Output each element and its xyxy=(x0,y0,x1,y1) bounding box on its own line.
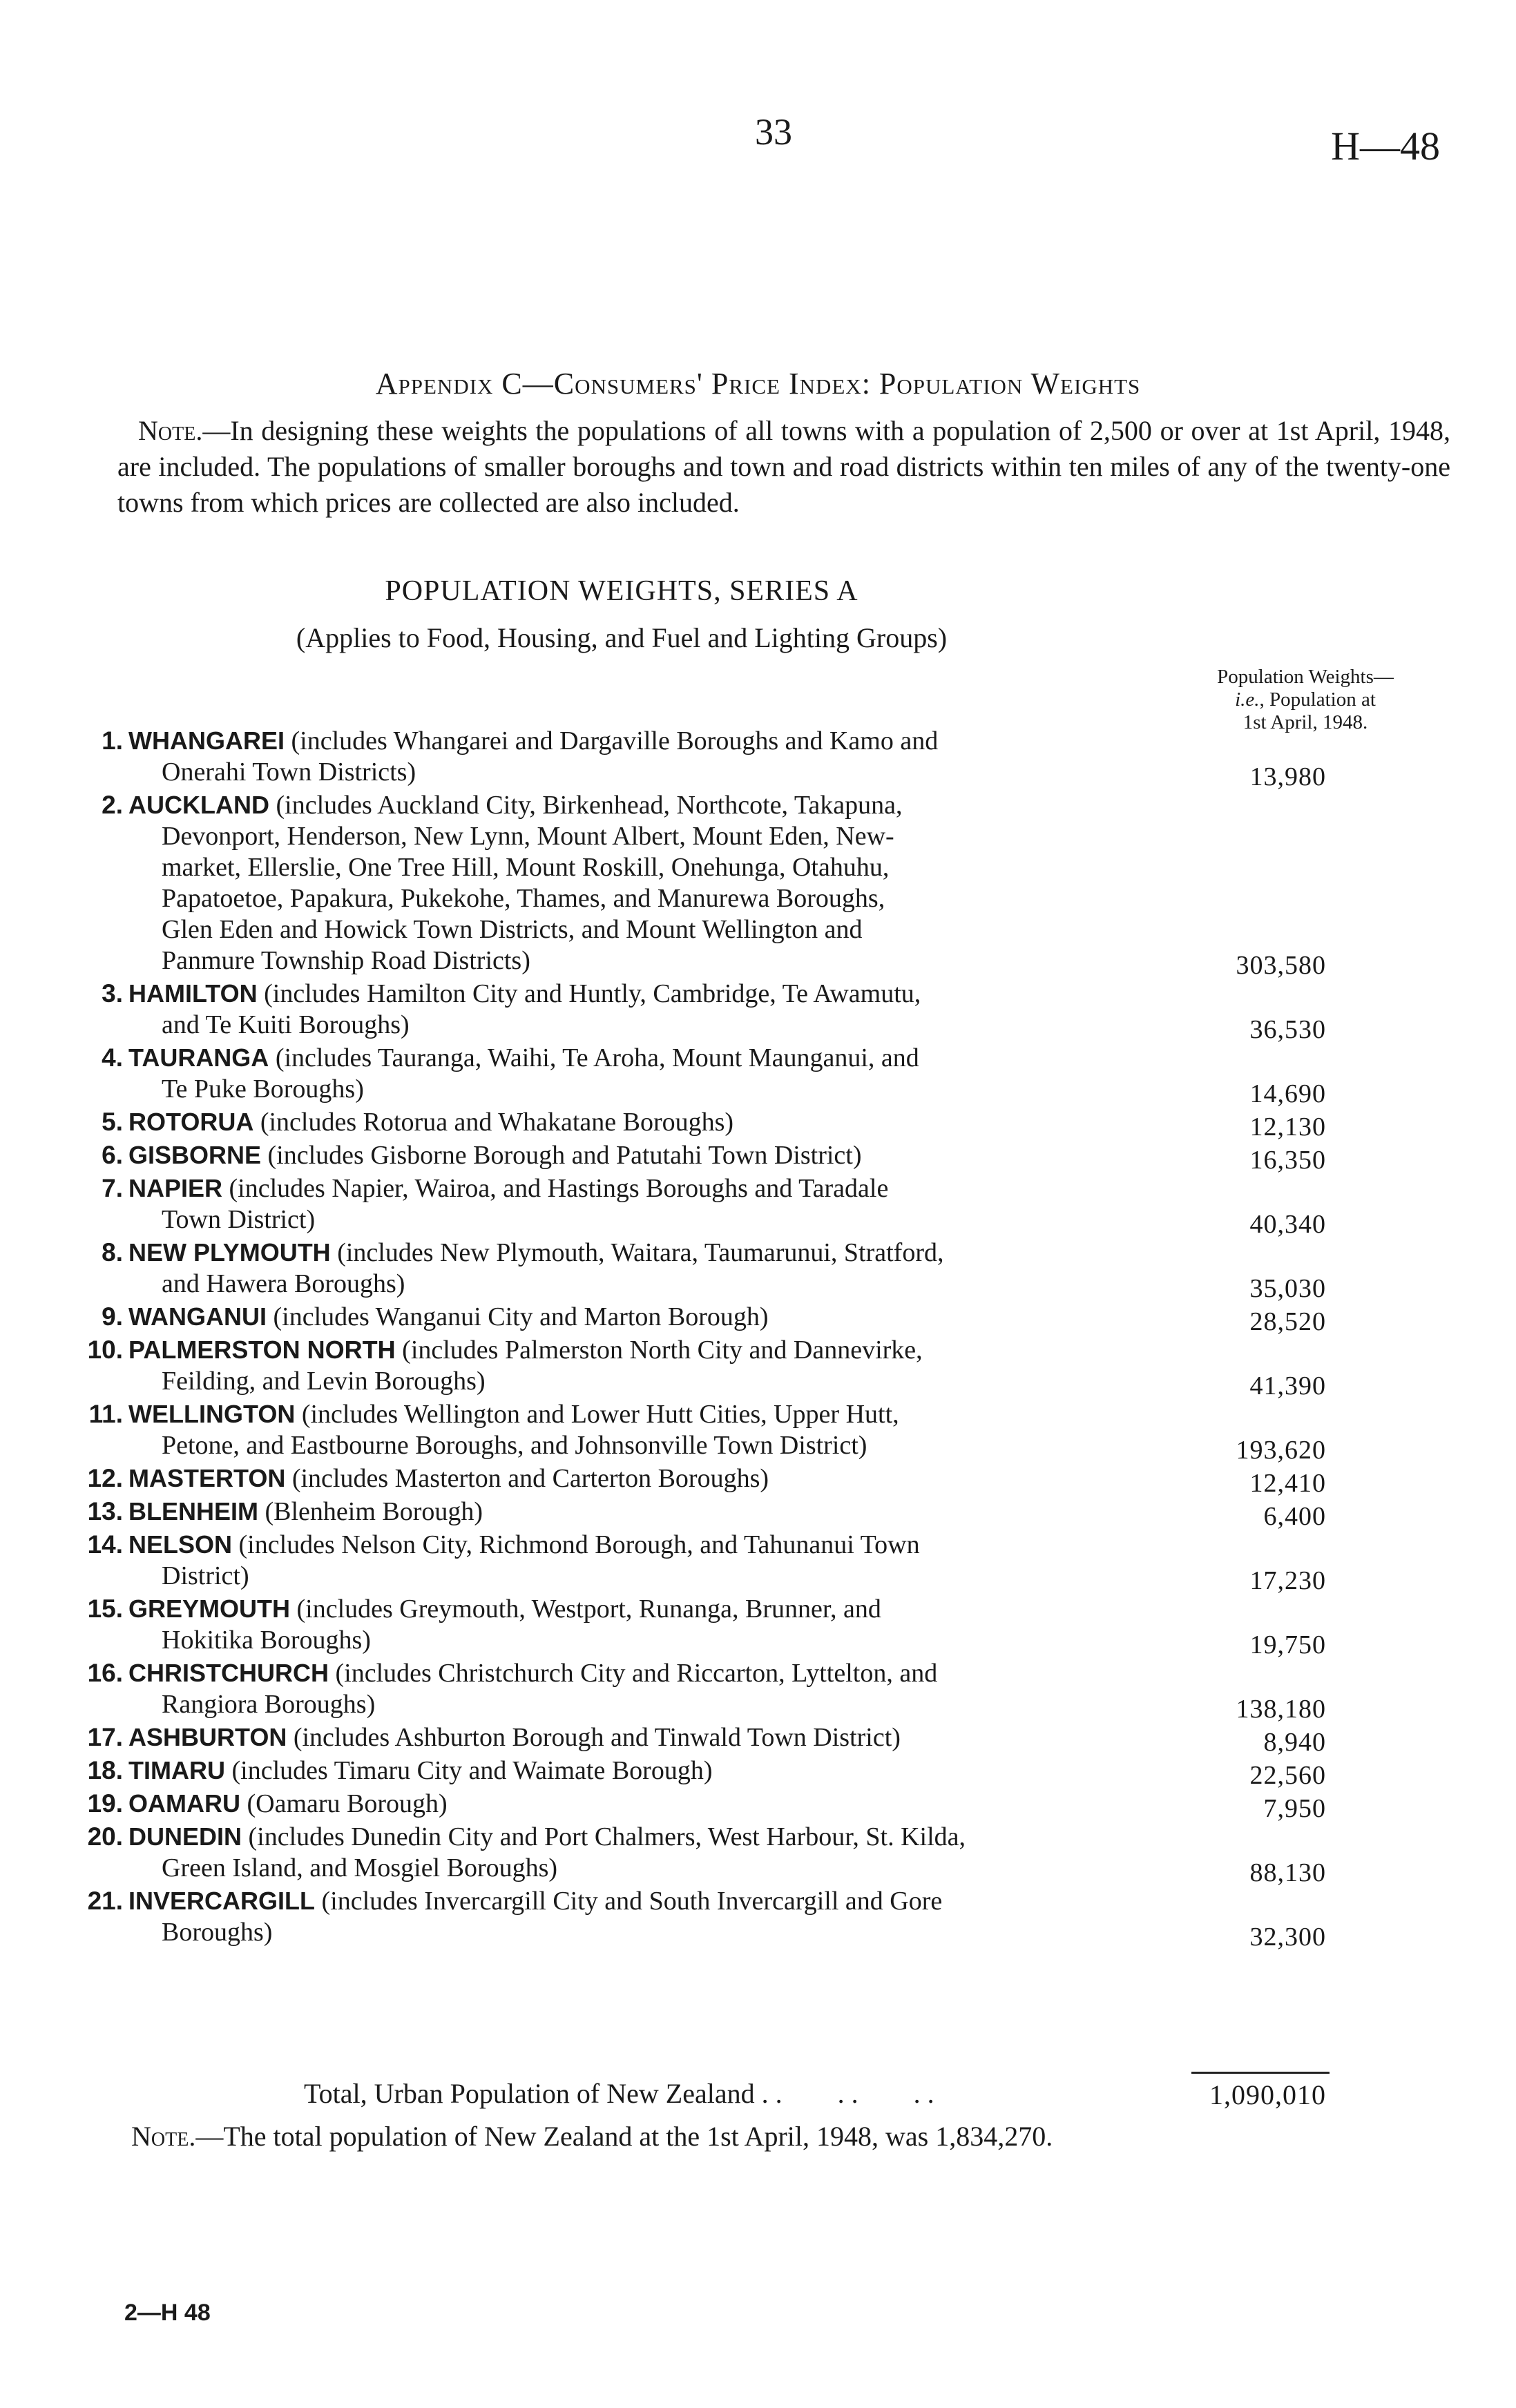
entry-text xyxy=(128,1042,1164,1105)
entry-number: 17. xyxy=(87,1723,123,1751)
town-description: Te Puke Boroughs) xyxy=(162,1075,364,1104)
population-value: 28,520 xyxy=(1249,1307,1326,1336)
entry-number: 2. xyxy=(102,791,123,819)
town-description: (includes Gisborne Borough and Patutahi Town District) xyxy=(267,1141,862,1170)
entry-text xyxy=(128,1301,1164,1333)
list-item xyxy=(0,1301,1516,1336)
town-description: Boroughs) xyxy=(162,1918,273,1947)
town-description: (includes Tauranga, Waihi, Te Aroha, Mount Maunganui, and xyxy=(275,1043,919,1072)
entry-line xyxy=(128,757,1164,788)
note2-label: Note. xyxy=(131,2121,196,2152)
footer-code: 2—H 48 xyxy=(124,2300,211,2326)
town-name: PALMERSTON NORTH xyxy=(128,1336,396,1364)
entry-line xyxy=(128,1755,1164,1786)
entry-text xyxy=(128,1463,1164,1494)
entry-number: 11. xyxy=(88,1400,123,1428)
town-description: Devonport, Henderson, New Lynn, Mount Albert, Mount Eden, New- xyxy=(162,822,894,851)
town-name: TIMARU xyxy=(128,1756,225,1784)
entry-text xyxy=(128,1593,1164,1656)
entry-line xyxy=(128,1430,1164,1461)
population-value: 303,580 xyxy=(1236,951,1326,980)
town-description: (includes Dunedin City and Port Chalmers, West Harbour, St. Kilda, xyxy=(248,1822,966,1851)
list-item xyxy=(0,1398,1516,1465)
list-item xyxy=(0,1463,1516,1498)
series-subtitle: (Applies to Food, Housing, and Fuel and Lighting Groups) xyxy=(296,622,948,653)
page-number: 33 xyxy=(755,111,792,153)
town-description: (includes Whangarei and Dargaville Boroughs and Kamo and xyxy=(291,726,939,755)
list-item xyxy=(0,1529,1516,1595)
entry-line xyxy=(128,1139,1164,1171)
population-value: 32,300 xyxy=(1249,1923,1326,1952)
entry-number: 21. xyxy=(87,1887,123,1915)
entry-line xyxy=(128,1917,1164,1948)
entry-line xyxy=(128,1398,1164,1430)
list-item xyxy=(0,1657,1516,1724)
town-description: (includes Napier, Wairoa, and Hastings Boroughs and Taradale xyxy=(229,1174,889,1203)
entry-number: 19. xyxy=(87,1789,123,1818)
entry-number: 12. xyxy=(87,1464,123,1492)
town-description: (includes Auckland City, Birkenhead, Northcote, Takapuna, xyxy=(276,791,903,820)
entry-number: 6. xyxy=(102,1141,123,1169)
entry-line xyxy=(128,1657,1164,1689)
town-name: GISBORNE xyxy=(128,1141,262,1169)
entry-text xyxy=(128,1237,1164,1300)
entry-text xyxy=(128,1788,1164,1820)
town-name: TAURANGA xyxy=(128,1043,269,1072)
entry-text xyxy=(128,1755,1164,1786)
population-value: 35,030 xyxy=(1249,1274,1326,1303)
town-description: (includes Timaru City and Waimate Borough) xyxy=(231,1756,713,1785)
list-item xyxy=(0,1722,1516,1757)
population-value: 41,390 xyxy=(1249,1371,1326,1400)
series-title: POPULATION WEIGHTS, SERIES A xyxy=(385,575,858,607)
town-description: and Hawera Boroughs) xyxy=(162,1269,405,1298)
entry-number: 18. xyxy=(87,1756,123,1784)
town-name: NAPIER xyxy=(128,1174,223,1202)
town-description: (includes Nelson City, Richmond Borough, and Tahunanui Town xyxy=(238,1530,920,1559)
list-item xyxy=(0,978,1516,1044)
town-name: INVERCARGILL xyxy=(128,1887,315,1915)
town-name: WELLINGTON xyxy=(128,1400,296,1428)
entry-text xyxy=(128,725,1164,788)
column-header-line1: Population Weights— xyxy=(1217,666,1394,688)
entry-text xyxy=(128,1657,1164,1720)
entry-text xyxy=(128,1529,1164,1592)
entry-line xyxy=(128,1463,1164,1494)
town-name: GREYMOUTH xyxy=(128,1595,290,1623)
town-description: Panmure Township Road Districts) xyxy=(162,946,530,975)
entry-text xyxy=(128,1173,1164,1235)
column-header-line3: 1st April, 1948. xyxy=(1242,711,1368,733)
town-description: (Oamaru Borough) xyxy=(247,1789,448,1818)
entry-line xyxy=(128,1625,1164,1656)
list-item xyxy=(0,1237,1516,1303)
town-description: Petone, and Eastbourne Boroughs, and Johnsonville Town District) xyxy=(162,1431,867,1460)
entry-number: 20. xyxy=(87,1822,123,1851)
entry-line xyxy=(128,1237,1164,1269)
entry-line xyxy=(128,1301,1164,1333)
note-text: —In designing these weights the populations of all towns with a population of 2,500 or over at 1st April, 1948, are included. The populations of smaller boroughs and town and road districts within ten miles of any of the twenty-one towns from which prices are collected are also included. xyxy=(117,415,1450,518)
entry-number: 14. xyxy=(87,1530,123,1559)
entry-text xyxy=(128,1398,1164,1461)
population-value: 193,620 xyxy=(1236,1436,1326,1465)
entry-text xyxy=(128,1334,1164,1397)
note2-text: —The total population of New Zealand at the 1st April, 1948, was 1,834,270. xyxy=(195,2121,1053,2152)
list-item xyxy=(0,1173,1516,1239)
town-name: NELSON xyxy=(128,1530,233,1559)
town-description: (includes Hamilton City and Huntly, Cambridge, Te Awamutu, xyxy=(264,979,921,1008)
town-description: Green Island, and Mosgiel Boroughs) xyxy=(162,1853,558,1882)
town-description: market, Ellerslie, One Tree Hill, Mount Roskill, Onehunga, Otahuhu, xyxy=(162,853,890,882)
entry-text xyxy=(128,1139,1164,1171)
town-description: (includes Invercargill City and South Invercargill and Gore xyxy=(321,1887,943,1916)
entry-number: 15. xyxy=(87,1595,123,1623)
entry-line xyxy=(128,1529,1164,1561)
entry-line xyxy=(128,914,1164,945)
town-name: HAMILTON xyxy=(128,979,258,1008)
town-name: NEW PLYMOUTH xyxy=(128,1238,331,1266)
population-value: 14,690 xyxy=(1249,1079,1326,1108)
entry-number: 5. xyxy=(102,1108,123,1136)
entry-text xyxy=(128,1722,1164,1753)
entry-number: 16. xyxy=(87,1659,123,1687)
entry-line xyxy=(128,1010,1164,1041)
list-item xyxy=(0,725,1516,791)
population-value: 16,350 xyxy=(1249,1146,1326,1175)
total-rule xyxy=(1191,2072,1330,2074)
entry-number: 9. xyxy=(102,1302,123,1331)
entry-line xyxy=(128,978,1164,1010)
population-value: 36,530 xyxy=(1249,1015,1326,1044)
town-name: DUNEDIN xyxy=(128,1822,242,1851)
entry-line xyxy=(128,1593,1164,1625)
list-item xyxy=(0,1042,1516,1108)
town-name: WHANGAREI xyxy=(128,726,285,755)
list-item xyxy=(0,1821,1516,1887)
town-description: (includes Palmerston North City and Dannevirke, xyxy=(402,1336,923,1365)
town-description: (includes New Plymouth, Waitara, Taumarunui, Stratford, xyxy=(337,1238,944,1267)
entry-text xyxy=(128,1821,1164,1884)
list-item xyxy=(0,1755,1516,1790)
town-description: and Te Kuiti Boroughs) xyxy=(162,1010,410,1039)
entry-line xyxy=(128,1853,1164,1884)
population-value: 138,180 xyxy=(1236,1695,1326,1724)
population-value: 13,980 xyxy=(1249,762,1326,791)
list-item xyxy=(0,1788,1516,1823)
entry-text xyxy=(128,978,1164,1041)
population-value: 6,400 xyxy=(1263,1502,1326,1531)
entry-line xyxy=(128,852,1164,883)
list-item xyxy=(0,1139,1516,1175)
note2-paragraph xyxy=(131,2120,1053,2152)
total-label xyxy=(304,2077,934,2110)
entry-number: 4. xyxy=(102,1043,123,1072)
entry-line xyxy=(128,1269,1164,1300)
entry-line xyxy=(128,1821,1164,1853)
town-name: ROTORUA xyxy=(128,1108,254,1136)
entry-text xyxy=(128,1496,1164,1528)
entry-number: 8. xyxy=(102,1238,123,1266)
entry-line xyxy=(128,1722,1164,1753)
town-name: ASHBURTON xyxy=(128,1723,287,1751)
entry-line xyxy=(128,1788,1164,1820)
entry-line xyxy=(128,1042,1164,1074)
entry-number: 13. xyxy=(87,1497,123,1525)
entry-line xyxy=(128,1074,1164,1105)
town-description: (includes Wanganui City and Marton Borough) xyxy=(273,1302,769,1331)
town-description: (includes Masterton and Carterton Boroughs) xyxy=(291,1464,769,1493)
entry-line xyxy=(128,1496,1164,1528)
list-item xyxy=(0,1106,1516,1142)
town-description: Onerahi Town Districts) xyxy=(162,758,416,787)
population-value: 88,130 xyxy=(1249,1858,1326,1887)
entry-number: 7. xyxy=(102,1174,123,1202)
entry-number: 1. xyxy=(102,726,123,755)
population-value: 12,410 xyxy=(1249,1469,1326,1498)
population-value: 7,950 xyxy=(1263,1794,1326,1823)
list-item xyxy=(0,789,1516,980)
town-name: AUCKLAND xyxy=(128,791,269,819)
entry-text xyxy=(128,789,1164,976)
town-description: District) xyxy=(162,1561,249,1590)
entry-line xyxy=(128,789,1164,821)
entry-line xyxy=(128,1106,1164,1138)
list-item xyxy=(0,1885,1516,1952)
entry-line xyxy=(128,1561,1164,1592)
entry-number: 10. xyxy=(87,1336,123,1364)
column-header-line2-text: , Population at xyxy=(1259,688,1376,711)
population-value: 40,340 xyxy=(1249,1210,1326,1239)
list-item xyxy=(0,1496,1516,1531)
appendix-title: Appendix C—Consumers' Price Index: Population Weights xyxy=(375,367,1141,401)
entry-line xyxy=(128,821,1164,852)
town-description: (includes Greymouth, Westport, Runanga, Brunner, and xyxy=(296,1595,881,1624)
note-paragraph xyxy=(117,413,1450,521)
total-label-text: Total, Urban Population of New Zealand xyxy=(304,2078,755,2109)
town-description: (includes Christchurch City and Riccarton, Lyttelton, and xyxy=(335,1659,938,1688)
entry-line xyxy=(128,1689,1164,1720)
town-description: Hokitika Boroughs) xyxy=(162,1626,371,1655)
town-name: WANGANUI xyxy=(128,1302,267,1331)
town-name: MASTERTON xyxy=(128,1464,286,1492)
town-name: BLENHEIM xyxy=(128,1497,258,1525)
population-value: 12,130 xyxy=(1249,1113,1326,1142)
population-value: 19,750 xyxy=(1249,1630,1326,1659)
entry-line xyxy=(128,725,1164,757)
town-description: Feilding, and Levin Boroughs) xyxy=(162,1367,486,1396)
total-value: 1,090,010 xyxy=(1209,2079,1326,2110)
entry-line xyxy=(128,883,1164,914)
town-description: Town District) xyxy=(162,1205,316,1234)
population-value: 8,940 xyxy=(1263,1728,1326,1757)
town-description: (includes Ashburton Borough and Tinwald Town District) xyxy=(293,1723,901,1752)
entry-line xyxy=(128,1885,1164,1917)
list-item xyxy=(0,1334,1516,1400)
note-label: Note. xyxy=(138,415,203,446)
entry-line xyxy=(128,1173,1164,1204)
entry-text xyxy=(128,1885,1164,1948)
column-header xyxy=(1174,666,1437,734)
town-description: (includes Wellington and Lower Hutt Cities, Upper Hutt, xyxy=(301,1400,899,1429)
column-header-line2 xyxy=(1174,688,1437,711)
town-name: CHRISTCHURCH xyxy=(128,1659,329,1687)
column-header-ie: i.e. xyxy=(1235,688,1260,711)
entry-line xyxy=(128,1334,1164,1366)
population-value: 22,560 xyxy=(1249,1761,1326,1790)
entry-line xyxy=(128,1204,1164,1235)
list-item xyxy=(0,1593,1516,1659)
town-description: (Blenheim Borough) xyxy=(265,1497,483,1526)
document-code: H—48 xyxy=(1331,124,1440,168)
total-dots: . . . . . . xyxy=(754,2078,934,2109)
entry-number: 3. xyxy=(102,979,123,1008)
entry-line xyxy=(128,1366,1164,1397)
town-description: Glen Eden and Howick Town Districts, and Mount Wellington and xyxy=(162,915,863,944)
population-value: 17,230 xyxy=(1249,1566,1326,1595)
town-name: OAMARU xyxy=(128,1789,240,1818)
town-description: Rangiora Boroughs) xyxy=(162,1690,376,1719)
entry-text xyxy=(128,1106,1164,1138)
entry-line xyxy=(128,945,1164,976)
town-description: (includes Rotorua and Whakatane Boroughs) xyxy=(260,1108,734,1137)
town-description: Papatoetoe, Papakura, Pukekohe, Thames, and Manurewa Boroughs, xyxy=(162,884,885,913)
